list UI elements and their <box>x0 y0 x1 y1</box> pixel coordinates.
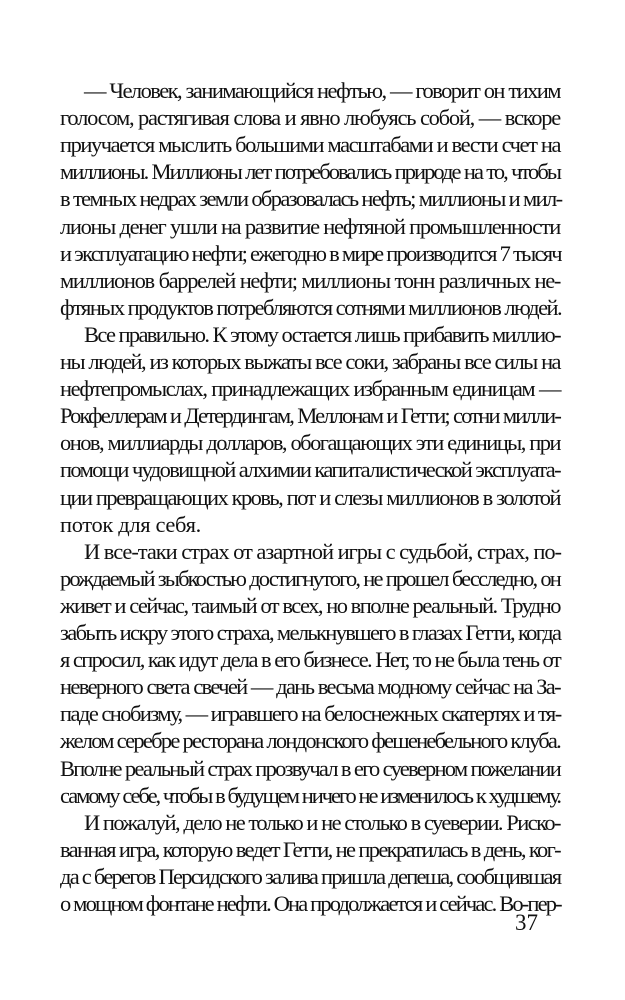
text-line: приучается мыслить большими масштабами и вести счет на <box>60 132 560 158</box>
text-line: онов, миллиарды долларов, обогащающих эти единицы, при <box>60 430 560 456</box>
text-line: И пожалуй, дело не только и не столько в суеверии. Риско- <box>84 809 560 835</box>
text-line: желом серебре ресторана лондонского фешенебельного клуба. <box>60 728 561 754</box>
text-line: Рокфеллерам и Детердингам, Меллонам и Гетти; сотни милли- <box>60 403 560 429</box>
text-line: забыть искру этого страха, мелькнувшего в глазах Гетти, когда <box>60 620 561 645</box>
text-line: живет и сейчас, таимый от всех, но вполне реальный. Трудно <box>60 592 560 618</box>
text-line: самому себе, чтобы в будущем ничего не изменилось к худшему. <box>60 782 560 808</box>
text-line: о мощном фонтане нефти. Она продолжается и сейчас. Во-пер- <box>60 891 561 916</box>
text-line: я спросил, как идут дела в его бизнесе. Нет, то не была тень от <box>60 647 560 673</box>
text-line: И все-таки страх от азартной игры с судьбой, страх, по- <box>84 538 561 564</box>
text-line: фтяных продуктов потребляются сотнями миллионов людей. <box>60 294 562 320</box>
text-line: в темных недрах земли образовалась нефть; миллионы и мил- <box>60 186 562 212</box>
text-line: рождаемый зыбкостью достигнутого, не прошел бесследно, он <box>60 565 560 591</box>
text-line: голосом, растягивая слова и явно любуясь собой, — вскоре <box>60 105 560 131</box>
text-line: помощи чудовищной алхимии капиталистической эксплуата- <box>60 457 560 483</box>
text-line: и эксплуатацию нефти; ежегодно в мире производится 7 тысяч <box>60 240 561 266</box>
text-line: ны людей, из которых выжаты все соки, забраны все силы на <box>60 349 560 374</box>
text-line: паде снобизму, — игравшего на белоснежных скатертях и тя- <box>60 701 561 727</box>
text-line: Вполне реальный страх прозвучал в его суеверном пожелании <box>60 755 560 781</box>
text-line: нефтепромыслах, принадлежащих избранным единицам — <box>60 376 560 402</box>
text-line: неверного света свечей — дань весьма модному сейчас на За- <box>60 674 560 700</box>
text-line: — Человек, занимающийся нефтью, — говорит он тихим <box>84 78 560 103</box>
text-line: миллионы. Миллионы лет потребовались природе на то, чтобы <box>60 159 560 185</box>
text-line: миллионов баррелей нефти; миллионы тонн различных не- <box>60 267 560 293</box>
page-number: 37 <box>515 910 538 935</box>
text-line: поток для себя. <box>60 511 201 537</box>
text-line: да с берегов Персидского залива пришла депеша, сообщившая <box>60 863 561 889</box>
text-line: ции превращающих кровь, пот и слезы миллионов в золотой <box>60 484 560 510</box>
text-line: лионы денег ушли на развитие нефтяной промышленности <box>60 213 560 239</box>
text-line: Все правильно. К этому остается лишь прибавить миллио- <box>84 321 560 347</box>
text-line: ванная игра, которую ведет Гетти, не прекратилась в день, ког- <box>60 836 560 862</box>
